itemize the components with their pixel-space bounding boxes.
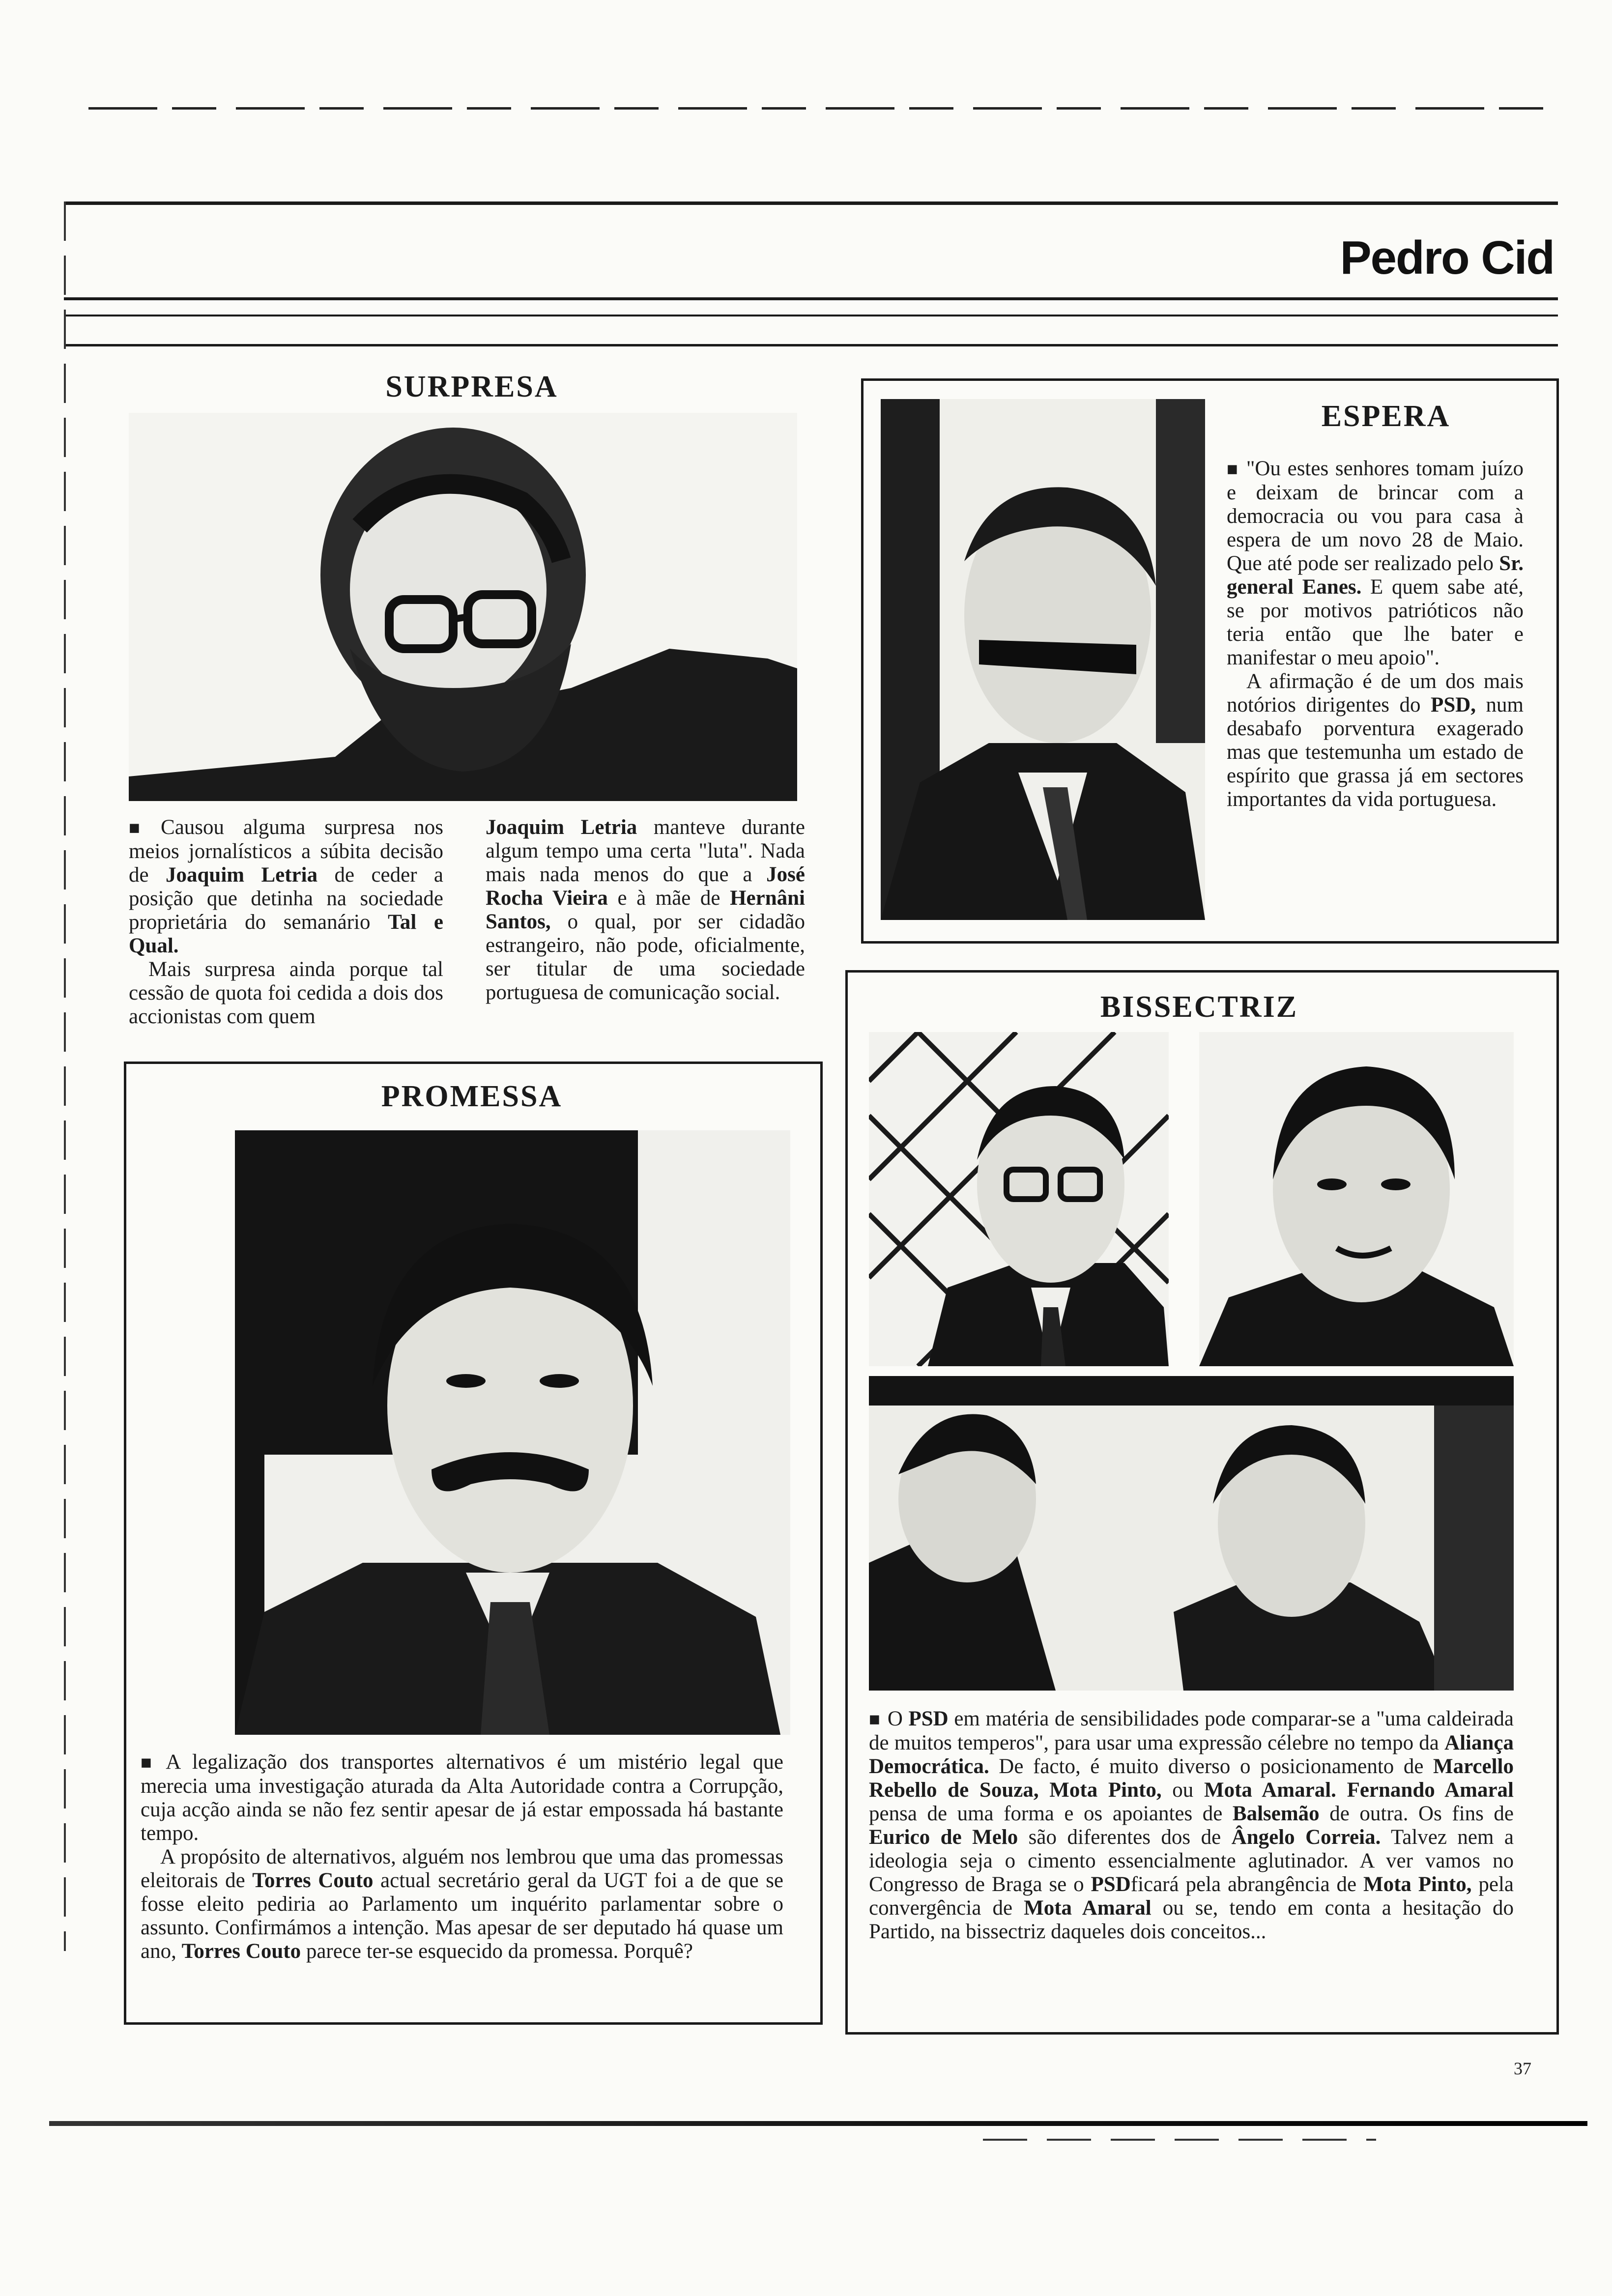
- espera-text: "Ou estes senhores tomam juízo e deixam de brincar com a democracia ou vou para casa à espera de um novo 28 de Maio. Que até pode ser realizado pelo: [1227, 457, 1524, 575]
- surpresa-name: Joaquim Letria: [165, 863, 318, 887]
- bissectriz-text: ou: [1161, 1779, 1204, 1802]
- header-rule-low: [64, 315, 1558, 316]
- bissectriz-text: em matéria de sensibilidades pode comparar-se a "uma caldeirada de muitos temperos", para usar uma expressão célebre no tempo da: [869, 1707, 1514, 1754]
- surpresa-text: Causou alguma surpresa nos meios jornalísticos a súbita decisão de: [129, 816, 444, 887]
- surpresa-heading: SURPRESA: [385, 370, 558, 403]
- page-number: 37: [1514, 2059, 1531, 2078]
- bissectriz-photo-bottom: [869, 1376, 1514, 1691]
- promessa-name: Torres Couto: [252, 1869, 374, 1892]
- bissectriz-name: PSD: [1091, 1873, 1131, 1896]
- surpresa-text: de ceder a posição que detinha na sociedade proprietária do semanário: [129, 863, 444, 934]
- surpresa-photo: [129, 413, 797, 801]
- bullet-icon: ■: [141, 1752, 159, 1773]
- bissectriz-name: Marcello Rebello de Souza, Mota Pinto,: [869, 1755, 1514, 1802]
- surpresa-name: Joaquim Letria: [486, 816, 637, 839]
- footer-rule: [49, 2121, 1587, 2126]
- espera-text: A afirmação é de um dos mais notórios dirigentes do: [1227, 670, 1524, 717]
- bissectriz-heading: BISSECTRIZ: [1100, 990, 1298, 1024]
- surpresa-text: Mais surpresa ainda porque tal cessão de quota foi cedida a dois dos accionistas com quem: [129, 958, 443, 1028]
- espera-name: Sr. general Eanes.: [1227, 552, 1524, 599]
- bissectriz-text: Talvez nem a ideologia seja o cimento essencialmente aglutinador. A ver vamos no Congresso de Braga se o: [869, 1826, 1514, 1896]
- espera-text: E quem sabe até, se por motivos patrióticos não teria então que lhe bater e manifestar o meu apoio".: [1227, 575, 1524, 669]
- bissectriz-text: pensa de uma forma e os apoiantes de: [869, 1802, 1233, 1825]
- espera-photo: [881, 399, 1205, 920]
- bissectriz-text: de outra. Os fins de: [1319, 1802, 1514, 1825]
- top-dashed-rule: [88, 107, 1553, 110]
- surpresa-name: Hernâni Santos,: [486, 887, 805, 933]
- espera-text-column: [1227, 457, 1524, 811]
- bissectriz-text-column: [869, 1707, 1514, 1944]
- promessa-text: A legalização dos transportes alternativos é um mistério legal que merecia uma investigação aturada da Alta Autoridade contra a Corrupção, cuja acção ainda se não fez sentir apesar de já estar empossada há bastante tempo.: [141, 1751, 783, 1845]
- promessa-heading: PROMESSA: [381, 1080, 563, 1113]
- espera-heading: ESPERA: [1321, 400, 1451, 433]
- bullet-icon: ■: [129, 818, 154, 838]
- bissectriz-photo-right: [1199, 1032, 1514, 1366]
- bissectriz-name: Mota Pinto,: [1363, 1873, 1472, 1896]
- bissectriz-text: De facto, é muito diverso o posicionamento de: [989, 1755, 1434, 1778]
- brand-title: Pedro Cid: [1340, 231, 1554, 284]
- bissectriz-name: Mota Amaral: [1024, 1896, 1151, 1920]
- promessa-text-column: [141, 1751, 783, 1963]
- left-margin-line: [64, 201, 66, 1951]
- surpresa-name: Tal e Qual.: [129, 911, 443, 957]
- bissectriz-name: Aliança Democrática.: [869, 1731, 1514, 1778]
- bissectriz-name: Eurico de Melo: [869, 1826, 1018, 1849]
- bullet-icon: ■: [869, 1709, 881, 1730]
- promessa-text: A propósito de alternativos, alguém nos lembrou que uma das promessas eleitorais de: [141, 1845, 783, 1892]
- header-rule-mid: [64, 297, 1558, 300]
- bissectriz-text: ficará pela abrangência de: [1130, 1873, 1363, 1896]
- header-rule-top: [64, 201, 1558, 205]
- promessa-text: actual secretário geral da UGT foi a de que se fosse eleito pediria ao Parlamento um inquérito parlamentar sobre o assunto. Confirmámos a intenção. Mas apesar de ser deputado há quase um ano,: [141, 1869, 784, 1963]
- promessa-photo: [235, 1130, 790, 1735]
- bullet-icon: ■: [1227, 459, 1239, 480]
- bissectriz-name: Mota Amaral. Fernando Amaral: [1204, 1779, 1514, 1802]
- espera-name: PSD,: [1431, 693, 1476, 717]
- espera-text: num desabafo porventura exagerado mas que testemunha um estado de espírito que grassa já em sectores importantes da vida portuguesa.: [1227, 693, 1524, 811]
- bissectriz-text: são diferentes dos de: [1018, 1826, 1232, 1849]
- surpresa-column-2: [486, 816, 805, 1004]
- surpresa-column-1: [129, 816, 443, 1029]
- bissectriz-name: Balsemão: [1232, 1802, 1320, 1825]
- promessa-text: parece ter-se esquecido da promessa. Porquê?: [301, 1940, 693, 1963]
- bissectriz-photo-left: [869, 1032, 1169, 1366]
- bissectriz-name: PSD: [908, 1707, 949, 1730]
- promessa-name: Torres Couto: [181, 1940, 301, 1963]
- surpresa-text: manteve durante algum tempo uma certa "luta". Nada mais nada menos do que a: [486, 816, 805, 886]
- bissectriz-text: O: [887, 1707, 909, 1730]
- bissectriz-name: Ângelo Correia.: [1231, 1826, 1381, 1849]
- bissectriz-text: ou se, tendo em conta a hesitação do Partido, na bissectriz daqueles dois conceitos...: [869, 1896, 1514, 1943]
- footer-rule-thin: [983, 2139, 1376, 2141]
- surpresa-name: José Rocha Vieira: [486, 863, 805, 910]
- header-rule-bottom: [64, 344, 1558, 346]
- surpresa-text: o qual, por ser cidadão estrangeiro, não pode, oficialmente, ser titular de uma sociedade portuguesa de comunicação social.: [486, 910, 805, 1004]
- bissectriz-text: pela convergência de: [869, 1873, 1514, 1920]
- surpresa-text: e à mãe de: [607, 887, 730, 910]
